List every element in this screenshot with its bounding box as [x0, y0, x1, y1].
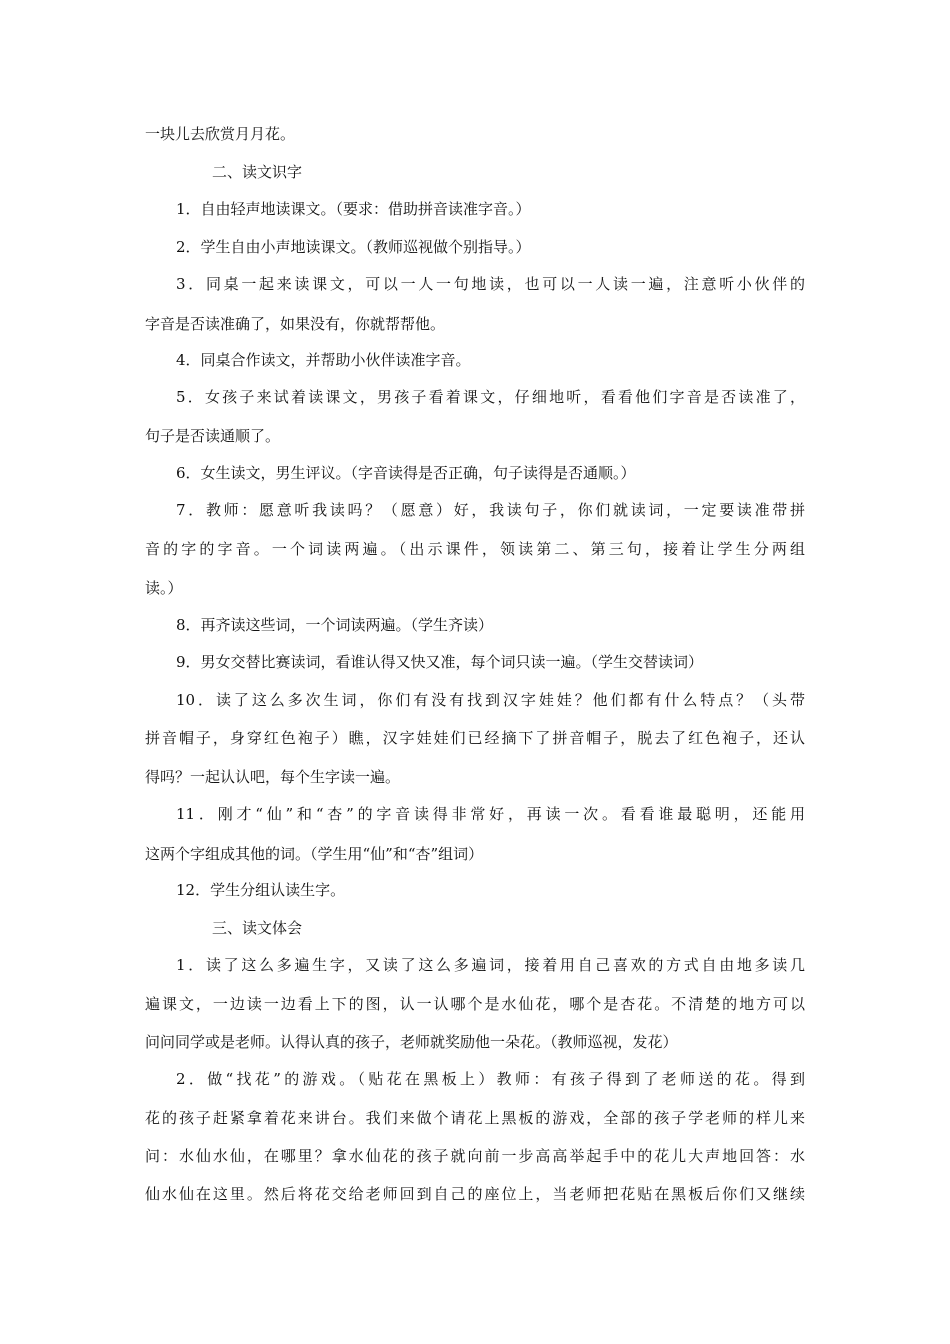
paragraph-line: 8．再齐读这些词，一个词读两遍。（学生齐读）: [176, 616, 494, 634]
paragraph-line: 问：水仙水仙，在哪里？拿水仙花的孩子就向前一步高高举起手中的花儿大声地回答：水: [145, 1147, 805, 1165]
paragraph-line: 1．读了这么多遍生字，又读了这么多遍词，接着用自己喜欢的方式自由地多读几: [176, 956, 805, 974]
paragraph-line: 拼音帽子，身穿红色袍子）瞧，汉字娃娃们已经摘下了拼音帽子，脱去了红色袍子，还认: [145, 729, 805, 747]
paragraph-line: 遍课文，一边读一边看上下的图，认一认哪个是水仙花，哪个是杏花。不清楚的地方可以: [145, 995, 805, 1013]
paragraph-line: 2．做“找花”的游戏。（贴花在黑板上）教师：有孩子得到了老师送的花。得到: [176, 1070, 805, 1088]
paragraph-line: 一块儿去欣赏月月花。: [145, 125, 296, 143]
paragraph-line: 1．自由轻声地读课文。（要求：借助拼音读准字音。）: [176, 200, 531, 218]
paragraph-line: 花的孩子赶紧拿着花来讲台。我们来做个请花上黑板的游戏，全部的孩子学老师的样儿来: [145, 1109, 805, 1127]
paragraph-line: 问问同学或是老师。认得认真的孩子，老师就奖励他一朵花。（教师巡视，发花）: [145, 1033, 678, 1051]
paragraph-line: 音的字的字音。一个词读两遍。（出示课件，领读第二、第三句，接着让学生分两组: [145, 540, 805, 558]
paragraph-line: 11．刚才“仙”和“杏”的字音读得非常好，再读一次。看看谁最聪明，还能用: [176, 805, 805, 823]
paragraph-line: 这两个字组成其他的词。（学生用“仙”和“杏”组词）: [145, 845, 484, 863]
paragraph-line: 10．读了这么多次生词，你们有没有找到汉字娃娃？他们都有什么特点？（头带: [176, 691, 805, 709]
paragraph-line: 5．女孩子来试着读课文，男孩子看着课文，仔细地听，看看他们字音是否读准了，: [176, 388, 805, 406]
paragraph-line: 12．学生分组认读生字。: [176, 881, 346, 899]
paragraph-line: 字音是否读准确了，如果没有，你就帮帮他。: [145, 315, 446, 333]
paragraph-line: 2．学生自由小声地读课文。（教师巡视做个别指导。）: [176, 238, 531, 256]
paragraph-line: 7．教师：愿意听我读吗？（愿意）好，我读句子，你们就读词，一定要读准带拼: [176, 501, 805, 519]
paragraph-line: 得吗？一起认认吧，每个生字读一遍。: [145, 768, 401, 786]
section-heading: 三、读文体会: [212, 919, 303, 937]
section-heading: 二、读文识字: [212, 163, 303, 181]
paragraph-line: 6．女生读文，男生评议。（字音读得是否正确，句子读得是否通顺。）: [176, 464, 636, 482]
paragraph-line: 仙水仙在这里。然后将花交给老师回到自己的座位上，当老师把花贴在黑板后你们又继续: [145, 1185, 805, 1203]
paragraph-line: 9．男女交替比赛读词，看谁认得又快又准，每个词只读一遍。（学生交替读词）: [176, 653, 704, 671]
paragraph-line: 读。）: [145, 579, 183, 597]
paragraph-line: 3．同桌一起来读课文，可以一人一句地读，也可以一人读一遍，注意听小伙伴的: [176, 275, 805, 293]
paragraph-line: 4．同桌合作读文，并帮助小伙伴读准字音。: [176, 351, 471, 369]
paragraph-line: 句子是否读通顺了。: [145, 427, 281, 445]
